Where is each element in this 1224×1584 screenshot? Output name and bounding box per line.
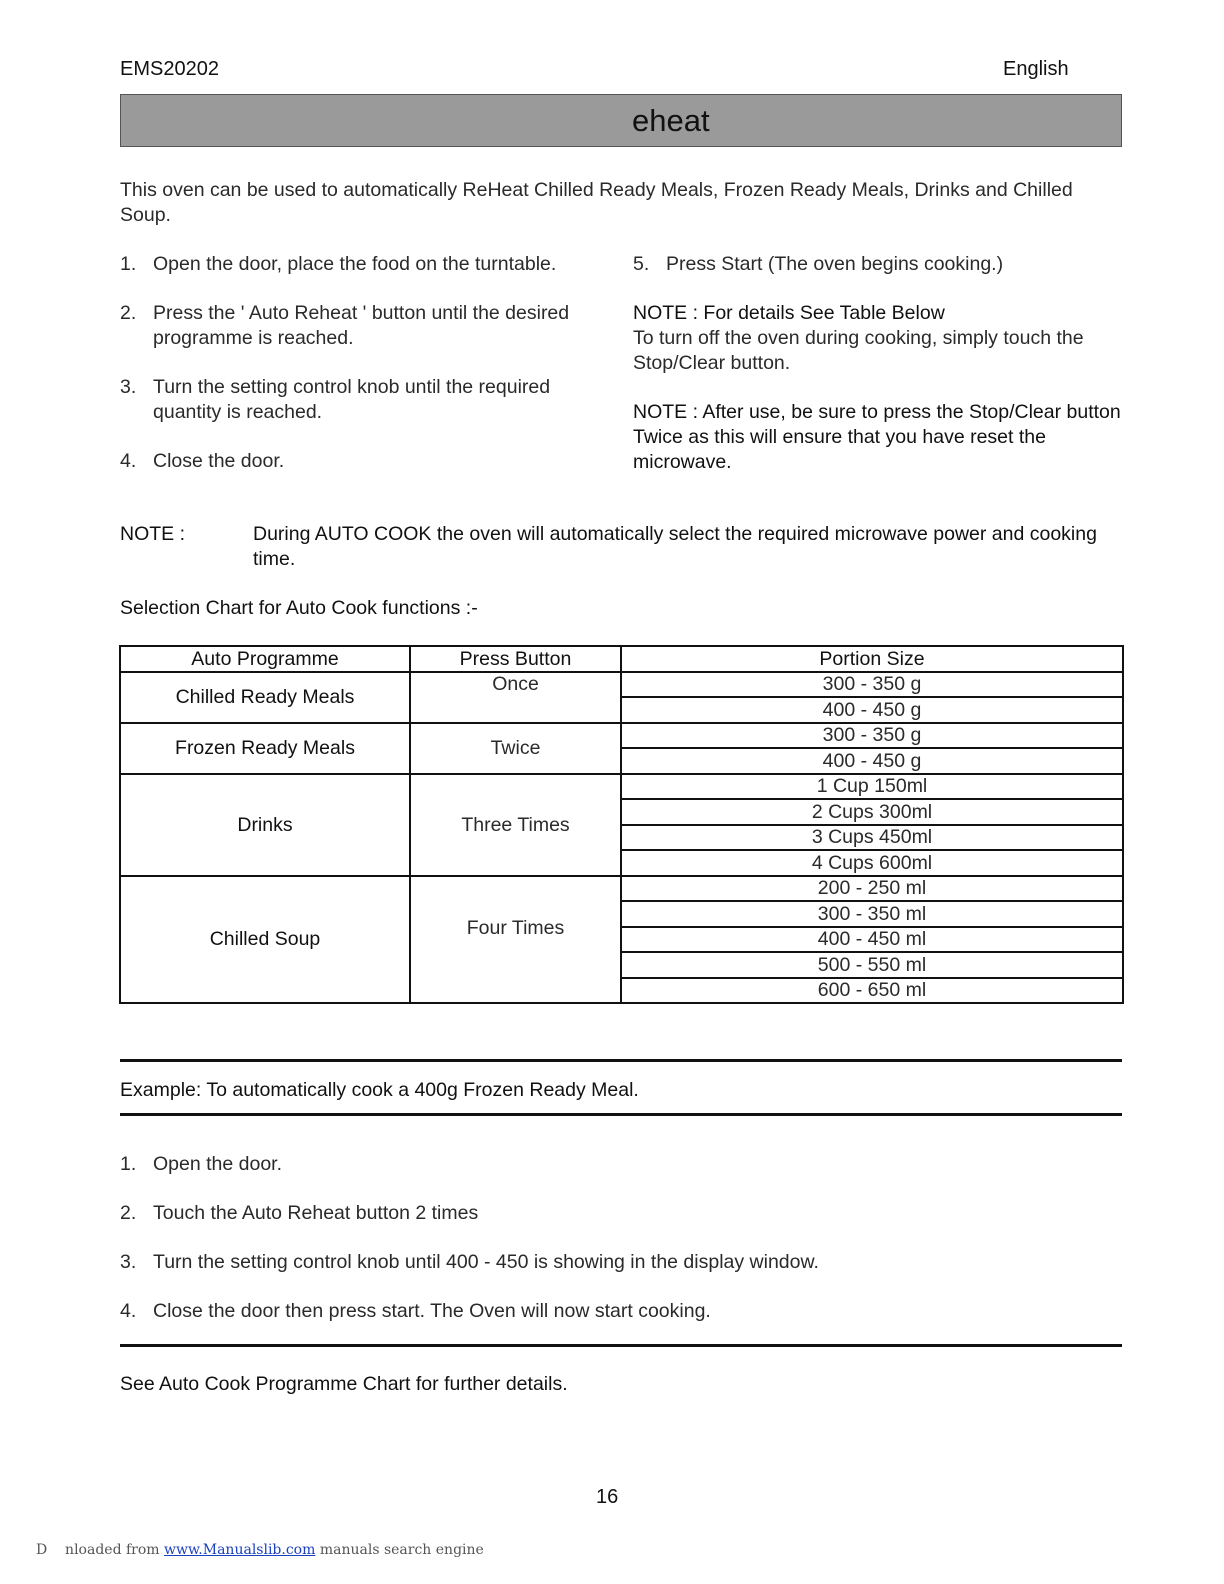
download-footer xyxy=(36,1542,484,1558)
portion-cell: 400 - 450 g xyxy=(621,748,1123,774)
footer-suffix: manuals search engine xyxy=(319,1542,484,1558)
step-5 xyxy=(633,252,1113,277)
programme-cell: Drinks xyxy=(120,774,410,876)
press-cell: Twice xyxy=(410,723,621,774)
step-number: 1. xyxy=(120,253,137,275)
step-text: Press Start (The oven begins cooking.) xyxy=(666,253,1004,275)
press-cell: Three Times xyxy=(410,774,621,876)
press-cell: Once xyxy=(410,672,621,723)
divider xyxy=(120,1344,1122,1347)
auto-note-text: During AUTO COOK the oven will automatically select the required microwave power and cooking time. xyxy=(253,523,1097,570)
step-text: Open the door. xyxy=(153,1153,283,1175)
step-number: 2. xyxy=(120,302,137,324)
step-text: Turn the setting control knob until 400 - 450 is showing in the display window. xyxy=(153,1251,819,1273)
portion-cell: 3 Cups 450ml xyxy=(621,825,1123,851)
note-stop-text: To turn off the oven during cooking, simply touch the Stop/Clear button. xyxy=(633,327,1084,374)
portion-cell: 4 Cups 600ml xyxy=(621,850,1123,876)
divider xyxy=(120,1113,1122,1116)
chart-title: Selection Chart for Auto Cook functions :- xyxy=(120,597,478,619)
step-number: 5. xyxy=(633,253,650,275)
step-3 xyxy=(120,375,580,425)
section-title: eheat xyxy=(632,103,710,138)
manualslib-link[interactable]: www.Manualslib.com xyxy=(164,1542,316,1558)
portion-cell: 400 - 450 ml xyxy=(621,927,1123,953)
step-2 xyxy=(120,301,580,351)
step-number: 4. xyxy=(120,1300,137,1322)
note-table-title: NOTE : For details See Table Below xyxy=(633,302,945,324)
portion-cell: 400 - 450 g xyxy=(621,697,1123,723)
model-number: EMS20202 xyxy=(120,58,219,80)
press-cell: Four Times xyxy=(410,876,621,1004)
portion-cell: 300 - 350 g xyxy=(621,723,1123,749)
step-text: Close the door then press start. The Oven will now start cooking. xyxy=(153,1300,711,1322)
example-step-4 xyxy=(120,1299,1100,1324)
example-step-2 xyxy=(120,1201,1100,1226)
programme-cell: Chilled Soup xyxy=(120,876,410,1004)
table-row xyxy=(120,672,1123,698)
step-number: 3. xyxy=(120,1251,137,1273)
example-step-3 xyxy=(120,1250,1100,1275)
step-text: Close the door. xyxy=(153,450,285,472)
step-number: 3. xyxy=(120,376,137,398)
auto-note-label: NOTE : xyxy=(120,523,186,545)
step-number: 2. xyxy=(120,1202,137,1224)
see-also-text: See Auto Cook Programme Chart for further details. xyxy=(120,1373,568,1395)
table-header: Auto Programme xyxy=(120,646,410,672)
step-text: Press the ' Auto Reheat ' button until the desired programme is reached. xyxy=(153,302,570,349)
section-title-bar xyxy=(120,94,1122,147)
divider xyxy=(120,1059,1122,1062)
step-text: Touch the Auto Reheat button 2 times xyxy=(153,1202,479,1224)
step-text: Open the door, place the food on the turntable. xyxy=(153,253,557,275)
table-row xyxy=(120,723,1123,749)
intro-paragraph: This oven can be used to automatically ReHeat Chilled Ready Meals, Frozen Ready Meals, Drinks and Chilled Soup. xyxy=(120,179,1073,226)
programme-cell: Frozen Ready Meals xyxy=(120,723,410,774)
language-label: English xyxy=(1003,58,1069,80)
portion-cell: 200 - 250 ml xyxy=(621,876,1123,902)
portion-cell: 1 Cup 150ml xyxy=(621,774,1123,800)
portion-cell: 300 - 350 g xyxy=(621,672,1123,698)
note-reset: NOTE : After use, be sure to press the Stop/Clear button Twice as this will ensure that you have reset the microwave. xyxy=(633,401,1121,473)
step-4 xyxy=(120,449,580,474)
example-title: Example: To automatically cook a 400g Frozen Ready Meal. xyxy=(120,1079,639,1101)
step-text: Turn the setting control knob until the required quantity is reached. xyxy=(153,376,551,423)
step-number: 4. xyxy=(120,450,137,472)
footer-mid: nloaded from xyxy=(65,1542,160,1558)
portion-cell: 300 - 350 ml xyxy=(621,901,1123,927)
table-row xyxy=(120,774,1123,800)
table-row xyxy=(120,876,1123,902)
step-number: 1. xyxy=(120,1153,137,1175)
portion-cell: 500 - 550 ml xyxy=(621,952,1123,978)
auto-cook-table xyxy=(119,645,1124,1004)
table-header: Portion Size xyxy=(621,646,1123,672)
programme-cell: Chilled Ready Meals xyxy=(120,672,410,723)
portion-cell: 600 - 650 ml xyxy=(621,978,1123,1004)
portion-cell: 2 Cups 300ml xyxy=(621,799,1123,825)
table-header: Press Button xyxy=(410,646,621,672)
table-header-row xyxy=(120,646,1123,672)
page-number: 16 xyxy=(596,1486,619,1508)
step-1 xyxy=(120,252,580,277)
example-step-1 xyxy=(120,1152,1100,1177)
footer-prefix: D xyxy=(36,1542,48,1558)
